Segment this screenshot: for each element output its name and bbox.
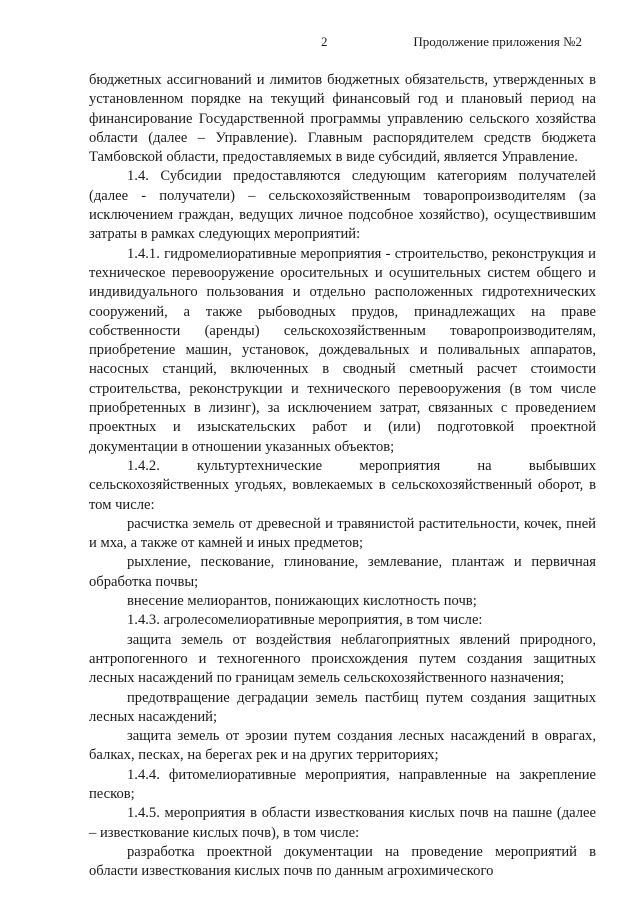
list-item-clearing: расчистка земель от древесной и травянистой растительности, кочек, пней и мха, а также от камней и иных предметов; xyxy=(89,515,596,552)
page-header xyxy=(0,34,640,52)
paragraph-1-4-2: 1.4.2. культуртехнические мероприятия на выбывших сельскохозяйственных угодьях, вовлекаемых в сельскохозяйственный оборот, в том числе: xyxy=(89,457,596,513)
list-item-meliorants: внесение мелиорантов, понижающих кислотность почв; xyxy=(127,593,477,610)
paragraph-1-4-3: 1.4.3. агролесомелиоративные мероприятия, в том числе: xyxy=(127,612,483,629)
paragraph-1-4-1: 1.4.1. гидромелиоративные мероприятия - строительство, реконструкция и техническое перевооружение оросительных и осушительных систем общего и индивидуального пользования и отдельно расположенных гидротехнических сооружений, а также рыбоводных прудов, принадлежащих на праве собственности (аренды) сельскохозяйственным товаропроизводителям, приобретение машин, установок, дождевальных и поливальных аппаратов, насосных станций, включенных в сводный сметный расчет стоимости строительства, реконструкции и технического перевооружения (в том числе приобретенных в лизинг), за исключением затрат, связанных с проведением проектных и изыскательских работ и (или) подготовкой проектной документации в отношении указанных объектов; xyxy=(89,245,596,455)
list-item-design-documentation: разработка проектной документации на проведение мероприятий в области известкования кислых почв по данным агрохимического xyxy=(89,843,596,880)
appendix-continuation-title: Продолжение приложения №2 xyxy=(413,34,582,49)
paragraph-1-4: 1.4. Субсидии предоставляются следующим категориям получателей (далее - получатели) – сельскохозяйственным товаропроизводителям (за исключением граждан, ведущих личное подсобное хозяйство), осуществившим затраты в рамках следующих мероприятий: xyxy=(89,168,596,243)
page-number: 2 xyxy=(321,34,328,49)
list-item-loosening: рыхление, пескование, глинование, землевание, плантаж и первичная обработка почвы; xyxy=(89,554,596,590)
list-item-pasture-degradation: предотвращение деградации земель пастбищ путем создания защитных лесных насаждений; xyxy=(89,689,596,725)
document-body xyxy=(89,71,596,881)
list-item-erosion-protection: защита земель от эрозии путем создания лесных насаждений в оврагах, балках, песках, на берегах рек и на других территориях; xyxy=(89,728,596,764)
paragraph-1-4-4: 1.4.4. фитомелиоративные мероприятия, направленные на закрепление песков; xyxy=(89,766,596,802)
list-item-land-protection: защита земель от воздействия неблагоприятных явлений природного, антропогенного и техногенного происхождения путем создания защитных лесных насаждений по границам земель сельскохозяйственного назначения; xyxy=(89,631,596,687)
paragraph-1-4-5: 1.4.5. мероприятия в области известкования кислых почв на пашне (далее – известкование кислых почв), в том числе: xyxy=(89,805,596,841)
paragraph-budget-continuation: бюджетных ассигнований и лимитов бюджетных обязательств, утвержденных в установленном порядке на текущий финансовый год и плановый период на финансирование Государственной программы управлению сельского хозяйства области (далее – Управление). Главным распорядителем средств бюджета Тамбовской области, предоставляемых в виде субсидий, является Управление. xyxy=(89,72,596,166)
